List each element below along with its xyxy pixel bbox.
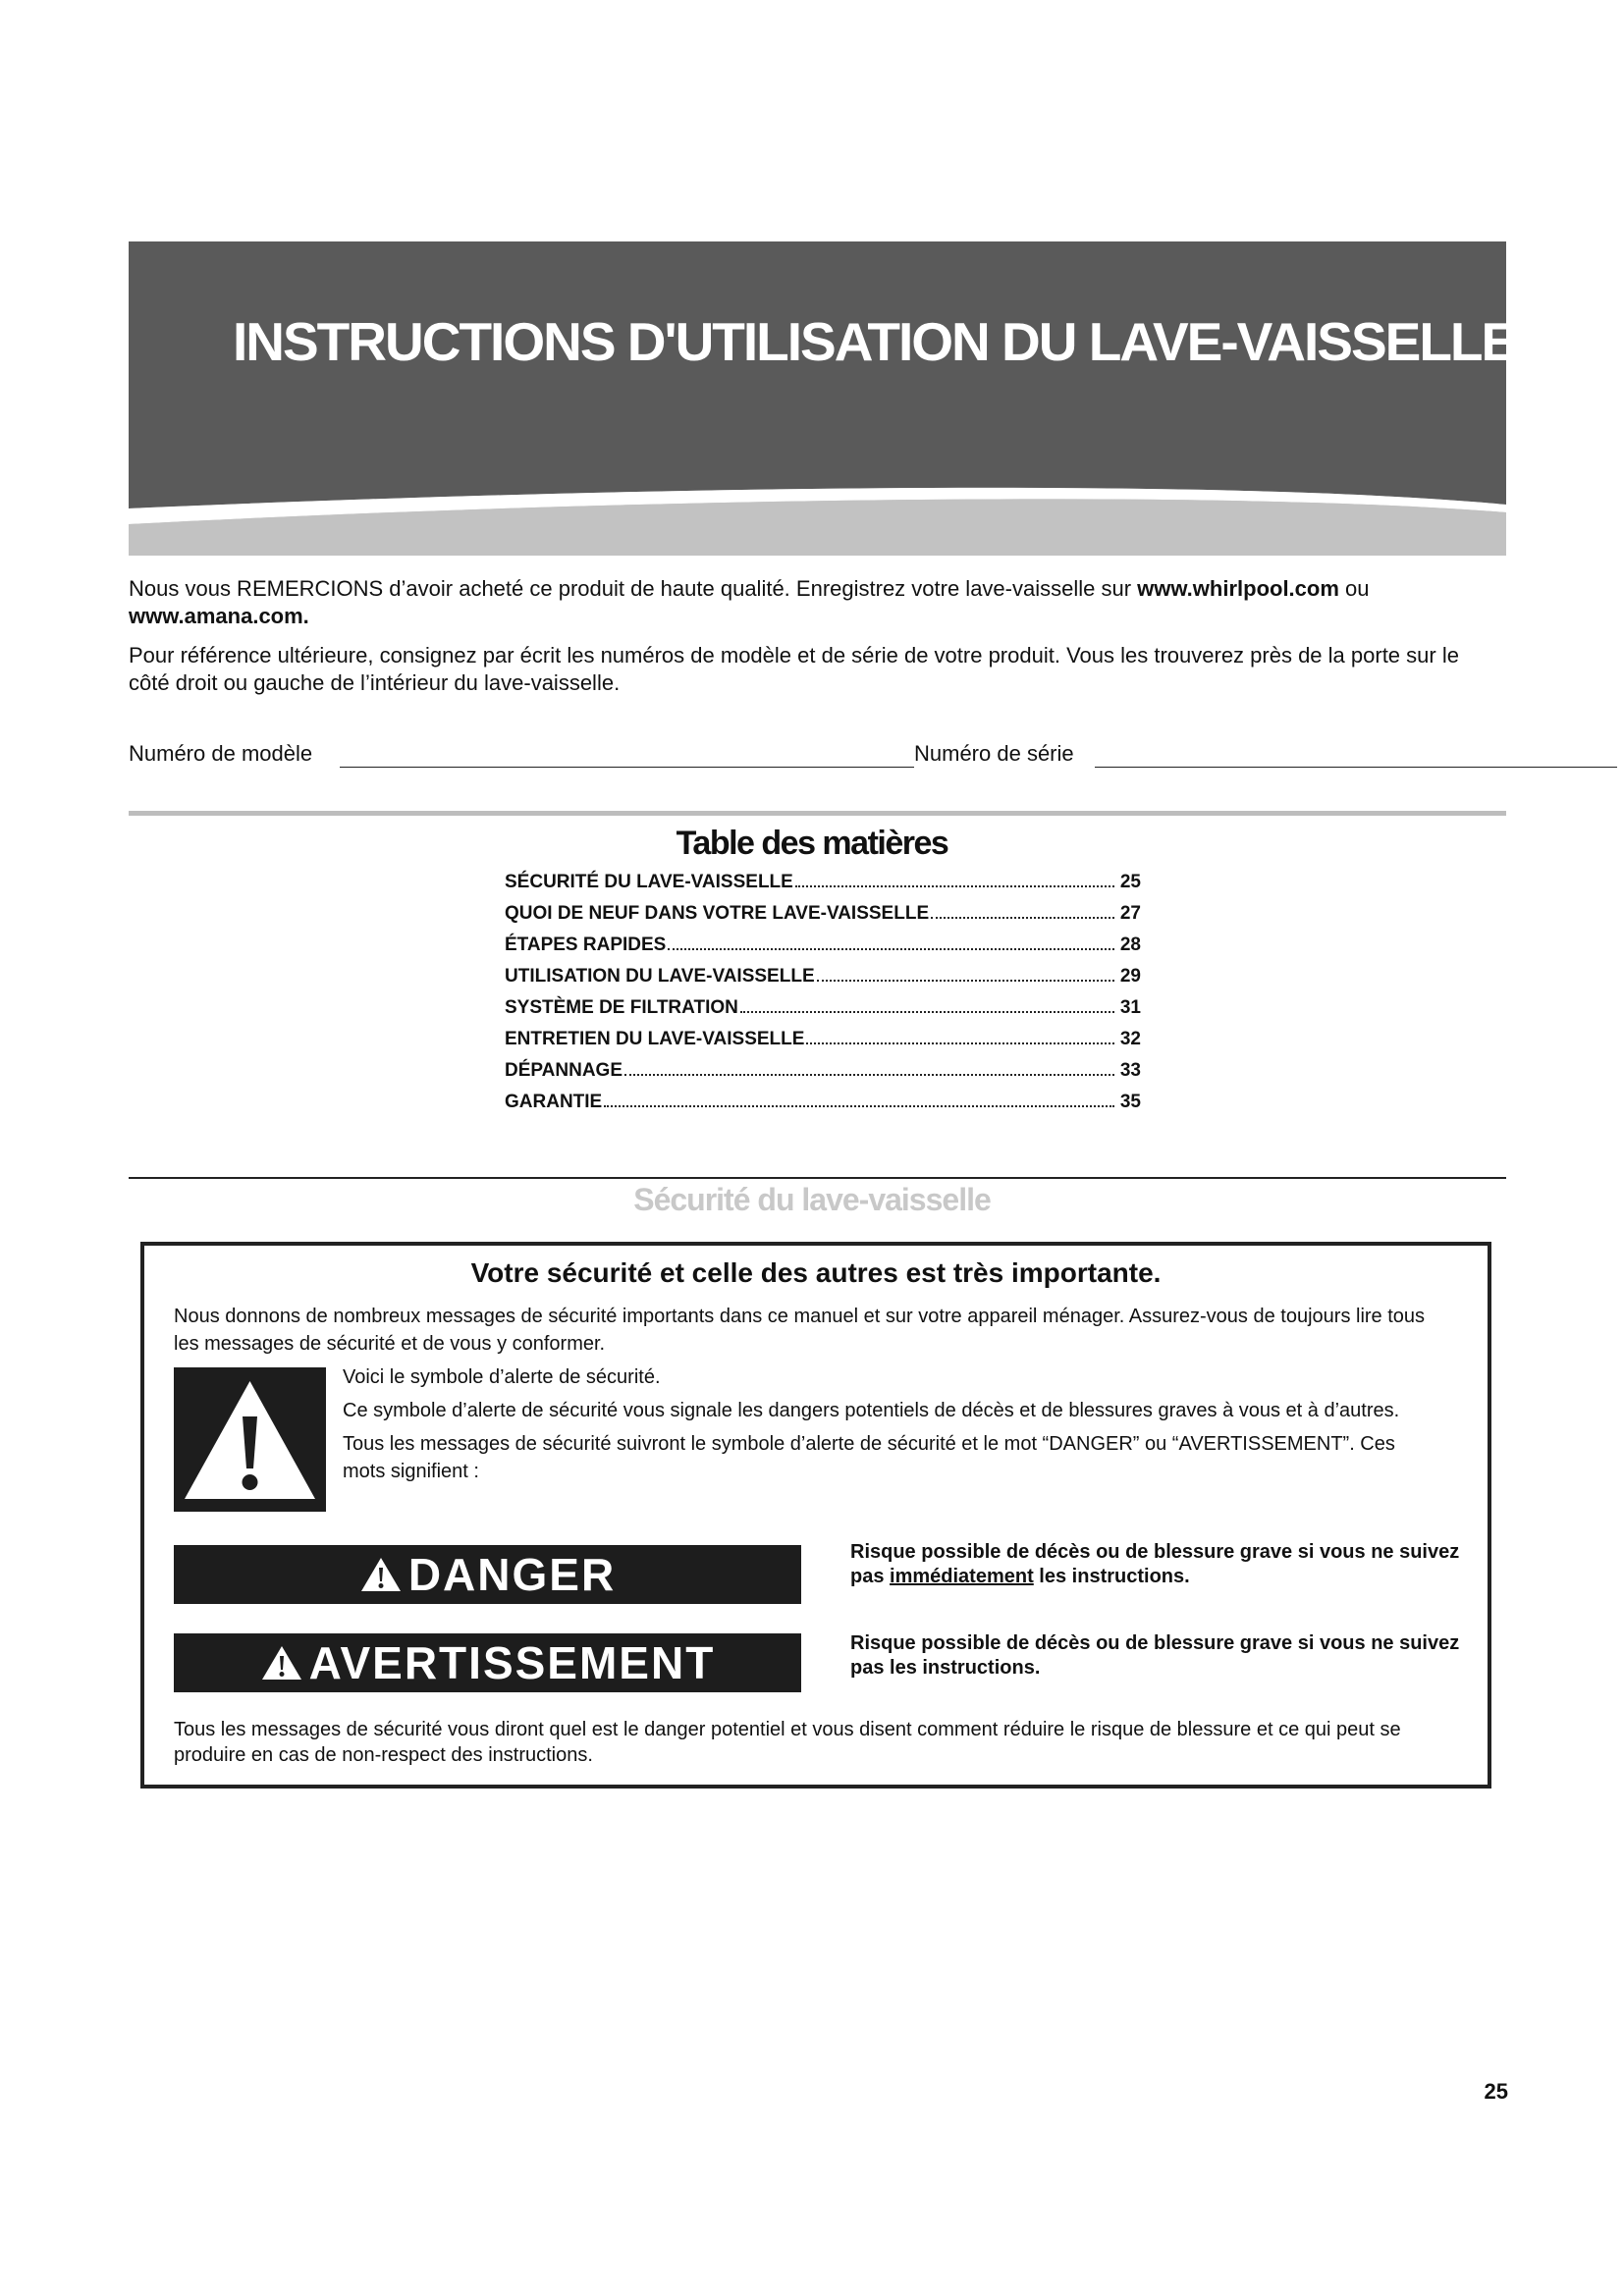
- alert-triangle-icon: [260, 1643, 303, 1682]
- toc-item-label: GARANTIE: [505, 1092, 603, 1112]
- divider: [129, 811, 1506, 816]
- toc-leader: [806, 1042, 1113, 1044]
- toc-leader: [817, 980, 1114, 982]
- toc-item[interactable]: [505, 966, 1141, 997]
- toc-item[interactable]: [505, 997, 1141, 1029]
- signal-words-desc: Tous les messages de sécurité suivront le symbole d’alerte de sécurité et le mot “DANGER” ou “AVERTISSEMENT”. Ces mots signifient :: [343, 1433, 1395, 1482]
- toc-item-label: ENTRETIEN DU LAVE-VAISSELLE: [505, 1029, 805, 1049]
- symbol-desc: Ce symbole d’alerte de sécurité vous signale les dangers potentiels de décès et de blessures graves à vous et à d’autres.: [343, 1400, 1400, 1421]
- model-serial-fields: [129, 741, 1493, 771]
- toc-leader: [795, 885, 1114, 887]
- title-banner: [129, 241, 1516, 556]
- safety-footer: Tous les messages de sécurité vous diront quel est le danger potentiel et vous disent comment réduire le risque de blessure et ce qui peut se produire en cas de non-respect des instructions.: [174, 1719, 1401, 1766]
- danger-desc-post: les instructions.: [1033, 1566, 1190, 1587]
- toc-item-label: QUOI DE NEUF DANS VOTRE LAVE-VAISSELLE: [505, 903, 930, 924]
- toc-leader: [624, 1074, 1114, 1076]
- safety-box: [140, 1242, 1491, 1789]
- danger-label: [174, 1545, 801, 1604]
- toc-item-page: 35: [1119, 1092, 1141, 1112]
- toc-item[interactable]: [505, 872, 1141, 903]
- symbol-line: Voici le symbole d’alerte de sécurité.: [343, 1366, 661, 1388]
- amana-link[interactable]: www.amana.com.: [129, 604, 309, 628]
- alert-triangle-icon: [359, 1555, 403, 1594]
- toc-item-page: 25: [1119, 872, 1141, 892]
- toc-item-page: 31: [1119, 997, 1141, 1018]
- danger-label-text: DANGER: [407, 1549, 617, 1600]
- toc-item-label: DÉPANNAGE: [505, 1060, 623, 1081]
- banner-background: [129, 241, 1506, 556]
- intro-thanks: [129, 575, 1493, 630]
- toc-item[interactable]: [505, 1029, 1141, 1060]
- intro-text: [129, 575, 1493, 709]
- toc-leader: [668, 948, 1114, 950]
- toc-item-page: 28: [1119, 934, 1141, 955]
- toc-item-page: 29: [1119, 966, 1141, 987]
- intro-reference: Pour référence ultérieure, consignez par écrit les numéros de modèle et de série de votre produit. Vous les trouverez près de la porte sur le côté droit ou gauche de l’intérieur du lave-vaisselle.: [129, 643, 1459, 695]
- whirlpool-link[interactable]: www.whirlpool.com: [1137, 576, 1339, 601]
- toc-leader: [931, 917, 1114, 919]
- safety-heading: Votre sécurité et celle des autres est très importante.: [470, 1257, 1162, 1288]
- toc-item-page: 33: [1119, 1060, 1141, 1081]
- model-number-field[interactable]: [340, 767, 914, 768]
- danger-desc-pre: Risque possible de décès ou de blessure grave si vous ne suivez pas: [850, 1541, 1460, 1587]
- toc-title: Table des matières: [676, 825, 948, 862]
- intro-thanks-text: Nous vous REMERCIONS d’avoir acheté ce produit de haute qualité. Enregistrez votre lave-vaisselle sur: [129, 576, 1138, 601]
- toc-item-label: UTILISATION DU LAVE-VAISSELLE: [505, 966, 815, 987]
- warning-label-text: AVERTISSEMENT: [308, 1637, 716, 1688]
- toc-leader: [604, 1105, 1114, 1107]
- serial-number-field[interactable]: [1095, 767, 1617, 768]
- safety-intro: Nous donnons de nombreux messages de sécurité importants dans ce manuel et sur votre appareil ménager. Assurez-vous de toujours lire tous les messages de sécurité et de vous y conformer.: [174, 1306, 1426, 1355]
- toc-item[interactable]: [505, 903, 1141, 934]
- toc-item-label: SYSTÈME DE FILTRATION: [505, 997, 738, 1018]
- page-number: 25: [1484, 2079, 1508, 2104]
- toc-item-page: 32: [1119, 1029, 1141, 1049]
- toc-item-page: 27: [1119, 903, 1141, 924]
- section-title: Sécurité du lave-vaisselle: [633, 1182, 991, 1217]
- toc-item-label: ÉTAPES RAPIDES: [505, 934, 667, 955]
- toc-item[interactable]: [505, 1092, 1141, 1123]
- toc-item-label: SÉCURITÉ DU LAVE-VAISSELLE: [505, 872, 793, 892]
- warning-description: Risque possible de décès ou de blessure grave si vous ne suivez pas les instructions.: [850, 1632, 1460, 1679]
- intro-or: ou: [1338, 576, 1370, 601]
- toc-item[interactable]: [505, 1060, 1141, 1092]
- serial-number-label: Numéro de série: [914, 741, 1074, 766]
- warning-label: [174, 1633, 801, 1692]
- symbol-explanation: [343, 1363, 1442, 1491]
- page-title: INSTRUCTIONS D'UTILISATION DU LAVE-VAISSELLE: [233, 311, 1516, 372]
- toc-item[interactable]: [505, 934, 1141, 966]
- toc-list: [505, 872, 1141, 1123]
- section-divider: [129, 1177, 1506, 1179]
- danger-description: [850, 1540, 1479, 1589]
- toc-leader: [740, 1011, 1114, 1013]
- danger-desc-underlined: immédiatement: [890, 1566, 1034, 1587]
- model-number-label: Numéro de modèle: [129, 741, 313, 766]
- safety-alert-triangle-icon: [174, 1367, 326, 1512]
